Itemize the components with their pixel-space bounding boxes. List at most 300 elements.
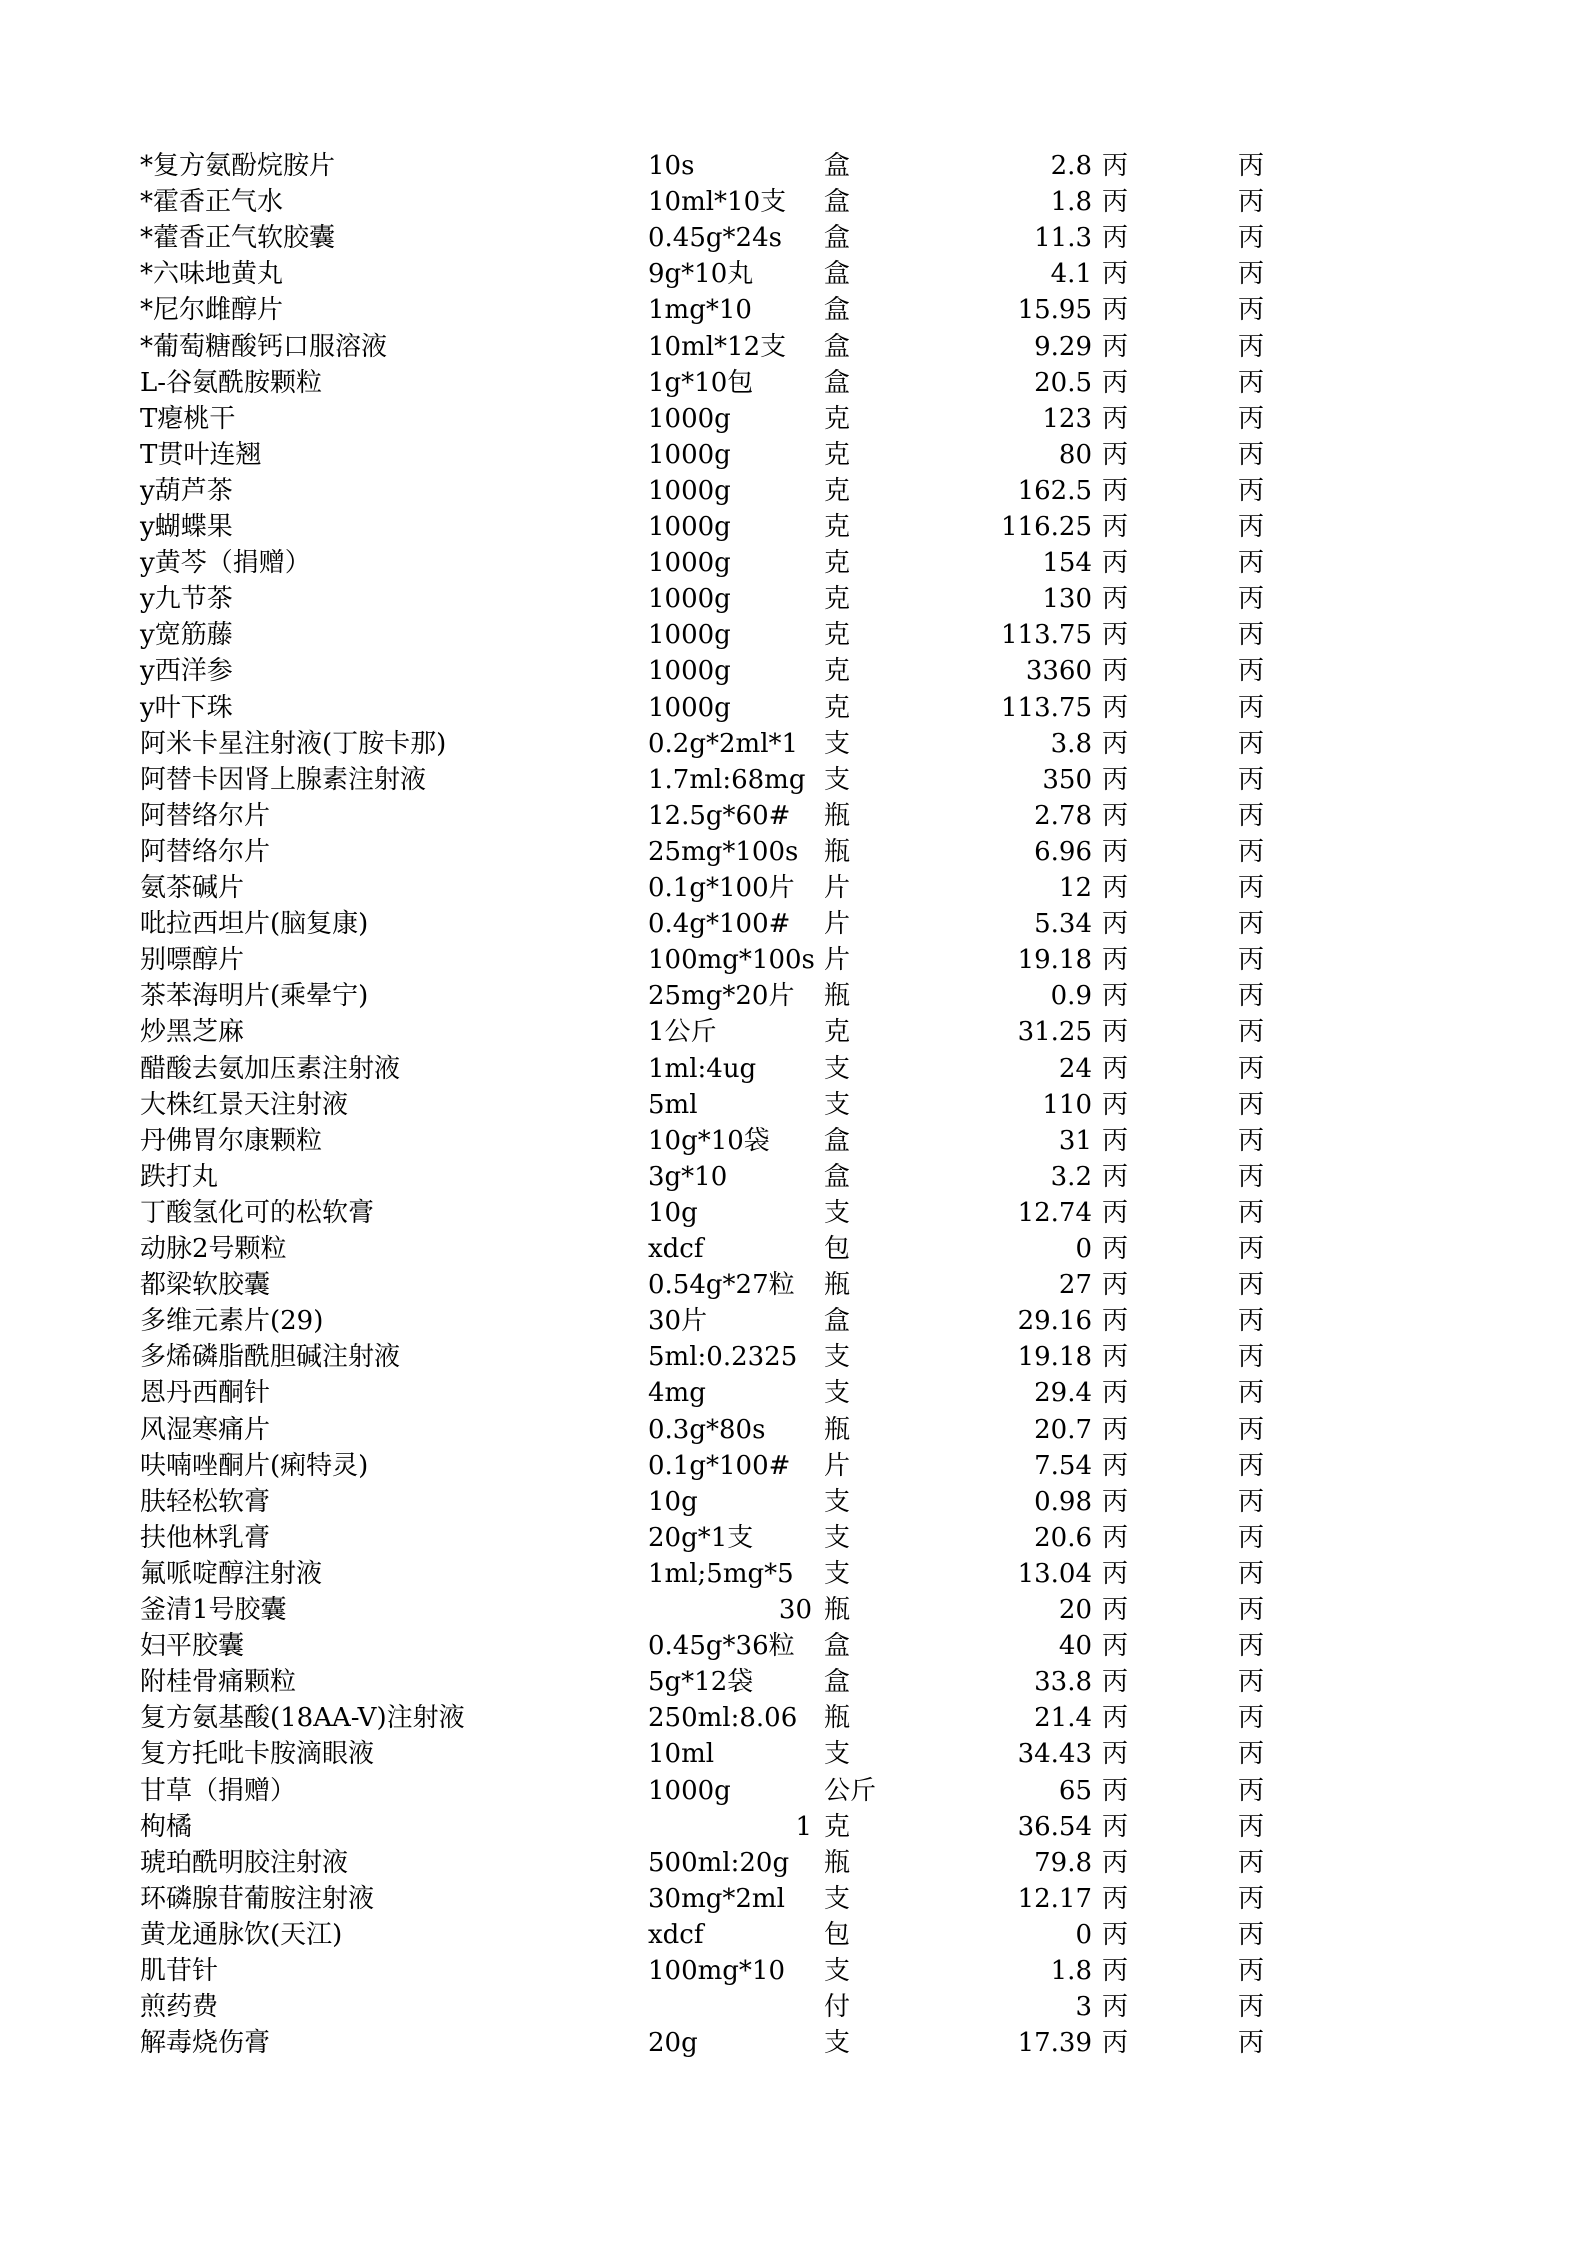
table-row — [0, 798, 1587, 834]
category-cell: 丙 — [1102, 1883, 1129, 1914]
drug-name-cell: 黄龙通脉饮(天江) — [140, 1919, 343, 1950]
spec-cell: 10ml*10支 — [648, 187, 787, 218]
drug-name-cell: 解毒烧伤膏 — [140, 2028, 271, 2059]
unit-cell: 克 — [824, 548, 851, 579]
unit-cell: 公斤 — [824, 1775, 877, 1806]
price-cell: 3.2 — [1050, 1161, 1092, 1192]
category-cell-2: 丙 — [1238, 1306, 1265, 1337]
table-row — [0, 653, 1587, 689]
unit-cell: 付 — [824, 1992, 851, 2023]
table-row — [0, 1051, 1587, 1087]
drug-name-cell: 茶苯海明片(乘晕宁) — [140, 981, 369, 1012]
unit-cell: 盒 — [824, 1631, 851, 1662]
category-cell-2: 丙 — [1238, 403, 1265, 434]
category-cell-2: 丙 — [1238, 584, 1265, 615]
category-cell-2: 丙 — [1238, 1992, 1265, 2023]
category-cell-2: 丙 — [1238, 151, 1265, 181]
price-cell: 65 — [1058, 1775, 1092, 1806]
table-row — [0, 1123, 1587, 1159]
unit-cell: 支 — [824, 1378, 851, 1409]
price-cell: 21.4 — [1034, 1703, 1092, 1734]
category-cell-2: 丙 — [1238, 1558, 1265, 1589]
drug-name-cell: 肌苷针 — [140, 1956, 219, 1986]
spec-cell: 10ml — [648, 1739, 715, 1770]
category-cell: 丙 — [1102, 945, 1129, 976]
price-cell: 0.9 — [1050, 981, 1092, 1012]
category-cell-2: 丙 — [1238, 1595, 1265, 1625]
category-cell: 丙 — [1102, 1739, 1129, 1770]
table-row — [0, 329, 1587, 365]
drug-name-cell: 动脉2号颗粒 — [140, 1234, 287, 1264]
unit-cell: 瓶 — [824, 1847, 851, 1878]
price-cell: 123 — [1042, 403, 1092, 434]
category-cell-2: 丙 — [1238, 1703, 1265, 1734]
table-row — [0, 942, 1587, 978]
spec-cell: 20g*1支 — [648, 1522, 754, 1553]
category-cell-2: 丙 — [1238, 187, 1265, 218]
category-cell: 丙 — [1102, 1775, 1129, 1806]
category-cell: 丙 — [1102, 367, 1129, 398]
price-cell: 116.25 — [1001, 512, 1092, 542]
drug-name-cell: 扶他林乳膏 — [140, 1522, 271, 1553]
table-row — [0, 834, 1587, 870]
unit-cell: 克 — [824, 692, 851, 723]
unit-cell: 瓶 — [824, 1414, 851, 1445]
category-cell-2: 丙 — [1238, 1197, 1265, 1228]
unit-cell: 盒 — [824, 295, 851, 326]
category-cell: 丙 — [1102, 1197, 1129, 1228]
category-cell-2: 丙 — [1238, 873, 1265, 903]
spec-cell: xdcf — [648, 1919, 704, 1950]
spec-cell: 0.3g*80s — [648, 1414, 766, 1445]
spec-cell: 10g*10袋 — [648, 1125, 770, 1156]
table-row — [0, 256, 1587, 292]
price-cell: 20.5 — [1034, 367, 1092, 398]
unit-cell: 支 — [824, 764, 851, 795]
table-row — [0, 1592, 1587, 1628]
table-row — [0, 762, 1587, 798]
drug-name-cell: y黄芩（捐赠） — [140, 548, 311, 579]
unit-cell: 盒 — [824, 367, 851, 398]
spec-cell: 0.1g*100片 — [648, 873, 795, 903]
table-row — [0, 1484, 1587, 1520]
category-cell-2: 丙 — [1238, 800, 1265, 831]
spec-cell: 12.5g*60# — [648, 800, 791, 831]
category-cell: 丙 — [1102, 1956, 1129, 1986]
table-row — [0, 581, 1587, 617]
category-cell: 丙 — [1102, 1270, 1129, 1301]
category-cell-2: 丙 — [1238, 1378, 1265, 1409]
price-cell: 31.25 — [1017, 1017, 1092, 1048]
spec-cell: 10g — [648, 1197, 698, 1228]
unit-cell: 盒 — [824, 1306, 851, 1337]
category-cell: 丙 — [1102, 1414, 1129, 1445]
spec-cell: 5g*12袋 — [648, 1667, 754, 1698]
spec-cell: 250ml:8.06 — [648, 1703, 798, 1734]
price-cell: 15.95 — [1017, 295, 1092, 326]
category-cell-2: 丙 — [1238, 909, 1265, 940]
drug-name-cell: 风湿寒痛片 — [140, 1414, 271, 1445]
unit-cell: 盒 — [824, 223, 851, 254]
price-cell: 0 — [1075, 1919, 1092, 1950]
drug-name-cell: *复方氨酚烷胺片 — [140, 151, 336, 181]
spec-cell: 1000g — [648, 1775, 731, 1806]
drug-name-cell: 多维元素片(29) — [140, 1306, 324, 1337]
table-row — [0, 2025, 1587, 2061]
category-cell-2: 丙 — [1238, 1342, 1265, 1373]
spec-cell: 3g*10 — [648, 1161, 728, 1192]
drug-name-cell: 氟哌啶醇注射液 — [140, 1558, 323, 1589]
table-row — [0, 978, 1587, 1014]
price-cell: 2.78 — [1034, 800, 1092, 831]
price-cell: 9.29 — [1034, 331, 1092, 362]
category-cell-2: 丙 — [1238, 1919, 1265, 1950]
price-cell: 36.54 — [1017, 1811, 1092, 1842]
category-cell-2: 丙 — [1238, 1739, 1265, 1770]
category-cell: 丙 — [1102, 1053, 1129, 1084]
drug-name-cell: 阿米卡星注射液(丁胺卡那) — [140, 728, 447, 759]
price-cell: 130 — [1042, 584, 1092, 615]
price-cell: 3360 — [1025, 656, 1092, 687]
unit-cell: 支 — [824, 1486, 851, 1517]
category-cell-2: 丙 — [1238, 259, 1265, 290]
price-cell: 13.04 — [1017, 1558, 1092, 1589]
category-cell-2: 丙 — [1238, 1667, 1265, 1698]
category-cell: 丙 — [1102, 1234, 1129, 1264]
unit-cell: 盒 — [824, 331, 851, 362]
category-cell: 丙 — [1102, 1450, 1129, 1481]
price-cell: 113.75 — [1001, 620, 1092, 651]
category-cell: 丙 — [1102, 764, 1129, 795]
price-cell: 12.17 — [1017, 1883, 1092, 1914]
category-cell-2: 丙 — [1238, 1234, 1265, 1264]
spec-cell: 1公斤 — [648, 1017, 717, 1048]
category-cell-2: 丙 — [1238, 548, 1265, 579]
drug-name-cell: y宽筋藤 — [140, 620, 233, 651]
table-row — [0, 292, 1587, 328]
price-cell: 5.34 — [1034, 909, 1092, 940]
spec-cell: 25mg*100s — [648, 836, 799, 867]
category-cell: 丙 — [1102, 475, 1129, 506]
unit-cell: 支 — [824, 1089, 851, 1120]
table-row — [0, 401, 1587, 437]
unit-cell: 支 — [824, 1053, 851, 1084]
table-row — [0, 1231, 1587, 1267]
price-cell: 40 — [1058, 1631, 1092, 1662]
unit-cell: 盒 — [824, 259, 851, 290]
price-cell: 80 — [1058, 439, 1092, 470]
category-cell-2: 丙 — [1238, 475, 1265, 506]
category-cell: 丙 — [1102, 512, 1129, 542]
drug-name-cell: y西洋参 — [140, 656, 233, 687]
spec-cell: 100mg*10 — [648, 1956, 786, 1986]
table-row — [0, 1520, 1587, 1556]
drug-name-cell: 丁酸氢化可的松软膏 — [140, 1197, 375, 1228]
drug-name-cell: 炒黑芝麻 — [140, 1017, 245, 1048]
table-row — [0, 184, 1587, 220]
drug-name-cell: 附桂骨痛颗粒 — [140, 1667, 297, 1698]
unit-cell: 瓶 — [824, 800, 851, 831]
price-cell: 17.39 — [1017, 2028, 1092, 2059]
spec-cell: 1000g — [648, 439, 731, 470]
price-cell: 24 — [1058, 1053, 1092, 1084]
price-cell: 350 — [1042, 764, 1092, 795]
price-cell: 19.18 — [1017, 945, 1092, 976]
category-cell: 丙 — [1102, 187, 1129, 218]
drug-name-cell: 甘草（捐赠） — [140, 1775, 297, 1806]
table-row — [0, 1917, 1587, 1953]
category-cell-2: 丙 — [1238, 1811, 1265, 1842]
category-cell: 丙 — [1102, 728, 1129, 759]
unit-cell: 克 — [824, 1811, 851, 1842]
category-cell-2: 丙 — [1238, 1053, 1265, 1084]
drug-name-cell: T瘪桃干 — [140, 403, 236, 434]
unit-cell: 支 — [824, 1558, 851, 1589]
spec-cell: 100mg*100s — [648, 945, 815, 976]
spec-cell: 10s — [648, 151, 695, 181]
table-row — [0, 220, 1587, 256]
category-cell: 丙 — [1102, 584, 1129, 615]
unit-cell: 支 — [824, 728, 851, 759]
spec-cell: 1000g — [648, 656, 731, 687]
category-cell: 丙 — [1102, 1089, 1129, 1120]
unit-cell: 片 — [824, 909, 851, 940]
category-cell: 丙 — [1102, 1811, 1129, 1842]
drug-name-cell: *六味地黄丸 — [140, 259, 284, 290]
price-cell: 31 — [1058, 1125, 1092, 1156]
spec-cell: 1000g — [648, 692, 731, 723]
category-cell: 丙 — [1102, 1161, 1129, 1192]
price-cell: 0 — [1075, 1234, 1092, 1264]
category-cell: 丙 — [1102, 295, 1129, 326]
price-cell: 1.8 — [1050, 187, 1092, 218]
table-row — [0, 1628, 1587, 1664]
unit-cell: 盒 — [824, 187, 851, 218]
category-cell: 丙 — [1102, 620, 1129, 651]
spec-cell: 1.7ml:68mg — [648, 764, 806, 795]
table-row — [0, 1664, 1587, 1700]
category-cell: 丙 — [1102, 1631, 1129, 1662]
category-cell: 丙 — [1102, 909, 1129, 940]
table-row — [0, 1339, 1587, 1375]
table-row — [0, 437, 1587, 473]
unit-cell: 片 — [824, 1450, 851, 1481]
drug-name-cell: 阿替络尔片 — [140, 836, 271, 867]
unit-cell: 支 — [824, 2028, 851, 2059]
drug-name-cell: L-谷氨酰胺颗粒 — [140, 367, 323, 398]
drug-name-cell: 别嘌醇片 — [140, 945, 245, 976]
unit-cell: 瓶 — [824, 1595, 851, 1625]
category-cell-2: 丙 — [1238, 1847, 1265, 1878]
category-cell: 丙 — [1102, 259, 1129, 290]
price-cell: 79.8 — [1034, 1847, 1092, 1878]
category-cell: 丙 — [1102, 151, 1129, 181]
drug-name-cell: 氨茶碱片 — [140, 873, 245, 903]
drug-name-cell: y葫芦茶 — [140, 475, 233, 506]
category-cell-2: 丙 — [1238, 981, 1265, 1012]
category-cell-2: 丙 — [1238, 836, 1265, 867]
unit-cell: 克 — [824, 656, 851, 687]
category-cell: 丙 — [1102, 1919, 1129, 1950]
spec-cell: 1 — [795, 1811, 812, 1842]
category-cell: 丙 — [1102, 981, 1129, 1012]
spec-cell: 1g*10包 — [648, 367, 754, 398]
price-cell: 2.8 — [1050, 151, 1092, 181]
price-cell: 1.8 — [1050, 1956, 1092, 1986]
price-cell: 29.4 — [1034, 1378, 1092, 1409]
drug-name-cell: 釜清1号胶囊 — [140, 1595, 287, 1625]
spec-cell: 1mg*10 — [648, 295, 752, 326]
table-row — [0, 726, 1587, 762]
price-cell: 12.74 — [1017, 1197, 1092, 1228]
drug-name-cell: 妇平胶囊 — [140, 1631, 245, 1662]
table-row — [0, 1412, 1587, 1448]
table-row — [0, 1087, 1587, 1123]
price-cell: 162.5 — [1017, 475, 1092, 506]
unit-cell: 瓶 — [824, 1703, 851, 1734]
category-cell: 丙 — [1102, 1595, 1129, 1625]
price-cell: 11.3 — [1034, 223, 1092, 254]
table-row — [0, 690, 1587, 726]
spec-cell: 5ml:0.2325 — [648, 1342, 798, 1373]
category-cell: 丙 — [1102, 656, 1129, 687]
drug-name-cell: 阿替络尔片 — [140, 800, 271, 831]
price-cell: 6.96 — [1034, 836, 1092, 867]
spec-cell: xdcf — [648, 1234, 704, 1264]
category-cell: 丙 — [1102, 1667, 1129, 1698]
table-row — [0, 1556, 1587, 1592]
table-row — [0, 148, 1587, 184]
table-row — [0, 1989, 1587, 2025]
category-cell-2: 丙 — [1238, 1270, 1265, 1301]
spec-cell: 1ml;5mg*5 — [648, 1558, 794, 1589]
drug-name-cell: 醋酸去氨加压素注射液 — [140, 1053, 401, 1084]
drug-name-cell: T贯叶连翘 — [140, 439, 262, 470]
category-cell-2: 丙 — [1238, 1414, 1265, 1445]
table-row — [0, 1267, 1587, 1303]
category-cell: 丙 — [1102, 331, 1129, 362]
price-cell: 20.6 — [1034, 1522, 1092, 1553]
unit-cell: 支 — [824, 1739, 851, 1770]
price-cell: 33.8 — [1034, 1667, 1092, 1698]
drug-name-cell: 复方托吡卡胺滴眼液 — [140, 1739, 375, 1770]
table-row — [0, 1881, 1587, 1917]
table-row — [0, 1736, 1587, 1772]
table-row — [0, 617, 1587, 653]
category-cell-2: 丙 — [1238, 1125, 1265, 1156]
unit-cell: 克 — [824, 620, 851, 651]
category-cell: 丙 — [1102, 1558, 1129, 1589]
table-row — [0, 1845, 1587, 1881]
unit-cell: 片 — [824, 945, 851, 976]
drug-name-cell: *藿香正气软胶囊 — [140, 223, 336, 254]
unit-cell: 克 — [824, 584, 851, 615]
drug-name-cell: 环磷腺苷葡胺注射液 — [140, 1883, 375, 1914]
category-cell-2: 丙 — [1238, 1956, 1265, 1986]
drug-name-cell: y九节茶 — [140, 584, 233, 615]
spec-cell: 10g — [648, 1486, 698, 1517]
table-row — [0, 1700, 1587, 1736]
spec-cell: 1000g — [648, 403, 731, 434]
category-cell: 丙 — [1102, 439, 1129, 470]
unit-cell: 包 — [824, 1234, 851, 1264]
drug-name-cell: y蝴蝶果 — [140, 512, 233, 542]
unit-cell: 支 — [824, 1956, 851, 1986]
table-row — [0, 1014, 1587, 1050]
category-cell: 丙 — [1102, 2028, 1129, 2059]
spec-cell: 25mg*20片 — [648, 981, 795, 1012]
drug-name-cell: 阿替卡因肾上腺素注射液 — [140, 764, 427, 795]
price-cell: 19.18 — [1017, 1342, 1092, 1373]
spec-cell: 1000g — [648, 475, 731, 506]
spec-cell: 0.45g*24s — [648, 223, 782, 254]
spec-cell: 10ml*12支 — [648, 331, 787, 362]
category-cell-2: 丙 — [1238, 1161, 1265, 1192]
category-cell: 丙 — [1102, 1703, 1129, 1734]
category-cell-2: 丙 — [1238, 295, 1265, 326]
unit-cell: 支 — [824, 1342, 851, 1373]
spec-cell: 500ml:20g — [648, 1847, 790, 1878]
category-cell: 丙 — [1102, 1125, 1129, 1156]
category-cell: 丙 — [1102, 1378, 1129, 1409]
drug-name-cell: 枸橘 — [140, 1811, 193, 1842]
category-cell: 丙 — [1102, 548, 1129, 579]
table-row — [0, 1809, 1587, 1845]
category-cell-2: 丙 — [1238, 512, 1265, 542]
table-row — [0, 1195, 1587, 1231]
price-cell: 3.8 — [1050, 728, 1092, 759]
category-cell-2: 丙 — [1238, 945, 1265, 976]
price-cell: 20.7 — [1034, 1414, 1092, 1445]
spec-cell: 1000g — [648, 584, 731, 615]
category-cell-2: 丙 — [1238, 692, 1265, 723]
category-cell: 丙 — [1102, 692, 1129, 723]
category-cell-2: 丙 — [1238, 1883, 1265, 1914]
table-row — [0, 870, 1587, 906]
spec-cell: 30mg*2ml — [648, 1883, 785, 1914]
category-cell: 丙 — [1102, 1017, 1129, 1048]
category-cell: 丙 — [1102, 1522, 1129, 1553]
drug-name-cell: 复方氨基酸(18AA-V)注射液 — [140, 1703, 465, 1734]
drug-name-cell: y叶下珠 — [140, 692, 233, 723]
spec-cell: 5ml — [648, 1089, 698, 1120]
drug-name-cell: 呋喃唑酮片(痢特灵) — [140, 1450, 369, 1481]
table-row — [0, 906, 1587, 942]
price-cell: 34.43 — [1017, 1739, 1092, 1770]
category-cell-2: 丙 — [1238, 764, 1265, 795]
category-cell: 丙 — [1102, 1992, 1129, 2023]
unit-cell: 克 — [824, 475, 851, 506]
category-cell-2: 丙 — [1238, 1631, 1265, 1662]
spec-cell: 1000g — [648, 512, 731, 542]
table-row — [0, 1448, 1587, 1484]
unit-cell: 克 — [824, 512, 851, 542]
unit-cell: 盒 — [824, 1125, 851, 1156]
unit-cell: 盒 — [824, 1161, 851, 1192]
category-cell-2: 丙 — [1238, 1522, 1265, 1553]
price-cell: 4.1 — [1050, 259, 1092, 290]
unit-cell: 瓶 — [824, 981, 851, 1012]
category-cell-2: 丙 — [1238, 367, 1265, 398]
drug-name-cell: *葡萄糖酸钙口服溶液 — [140, 331, 388, 362]
category-cell-2: 丙 — [1238, 656, 1265, 687]
drug-name-cell: 丹佛胃尔康颗粒 — [140, 1125, 323, 1156]
drug-name-cell: 肤轻松软膏 — [140, 1486, 271, 1517]
category-cell: 丙 — [1102, 800, 1129, 831]
price-cell: 27 — [1058, 1270, 1092, 1301]
drug-name-cell: 跌打丸 — [140, 1161, 219, 1192]
category-cell: 丙 — [1102, 1342, 1129, 1373]
